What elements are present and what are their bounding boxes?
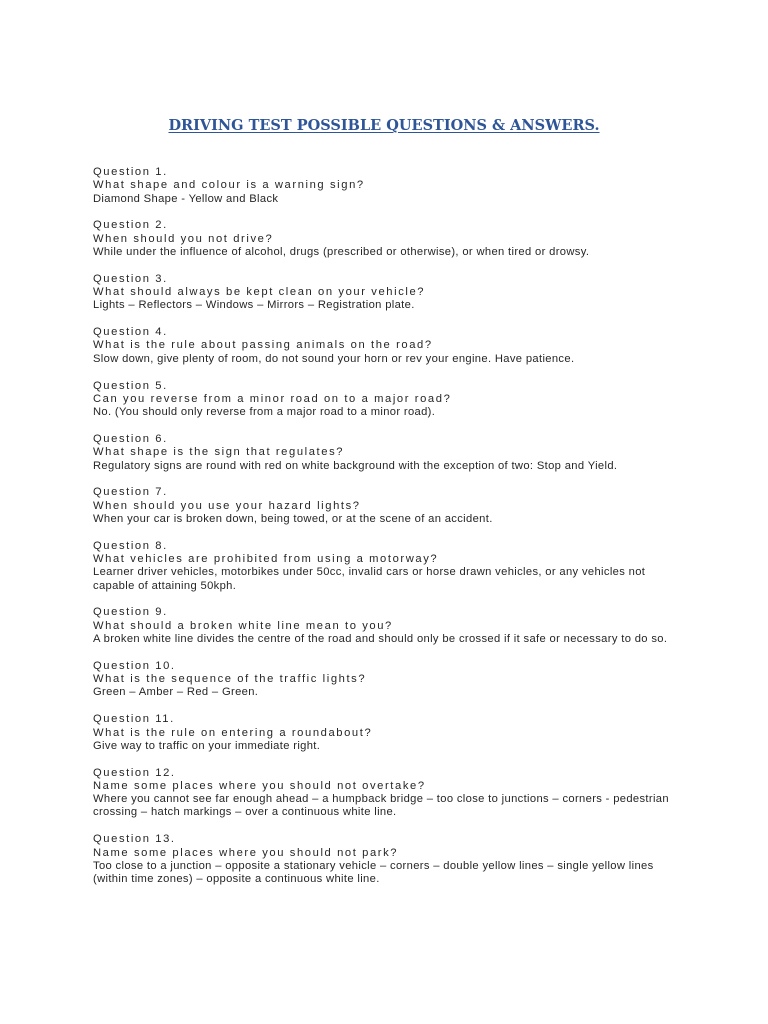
answer-text: Give way to traffic on your immediate right. bbox=[93, 739, 321, 752]
question-number: Question 8. bbox=[93, 539, 168, 552]
question-text: What is the rule about passing animals on the road? bbox=[93, 339, 433, 352]
question-block-7 bbox=[93, 486, 673, 526]
answer-text: No. (You should only reverse from a major road to a minor road). bbox=[93, 406, 436, 419]
question-block-6 bbox=[93, 433, 673, 473]
question-text: What should a broken white line mean to you? bbox=[93, 619, 393, 632]
answer-text: While under the influence of alcohol, drugs (prescribed or otherwise), or when tired or drowsy. bbox=[93, 245, 590, 258]
question-number: Question 10. bbox=[93, 659, 176, 672]
question-number: Question 1. bbox=[93, 166, 168, 178]
question-block-13 bbox=[93, 833, 673, 886]
question-text: Name some places where you should not park? bbox=[93, 846, 399, 859]
question-block-1 bbox=[93, 166, 673, 206]
question-block-2 bbox=[93, 219, 673, 259]
question-text: What shape is the sign that regulates? bbox=[93, 446, 345, 459]
question-number: Question 2. bbox=[93, 219, 168, 232]
question-text: Can you reverse from a minor road on to a major road? bbox=[93, 392, 452, 405]
question-text: When should you use your hazard lights? bbox=[93, 499, 361, 512]
answer-text: Learner driver vehicles, motorbikes under 50cc, invalid cars or horse drawn vehicles, or any vehicles not capable of attaining 50kph. bbox=[93, 566, 646, 592]
answer-text: Slow down, give plenty of room, do not sound your horn or rev your engine. Have patience. bbox=[93, 352, 575, 365]
question-number: Question 6. bbox=[93, 432, 168, 445]
question-block-4 bbox=[93, 326, 673, 366]
question-number: Question 5. bbox=[93, 379, 168, 392]
answer-text: Where you cannot see far enough ahead – a humpback bridge – too close to junctions – corners - pedestrian crossing – hatch markings – over a continuous white line. bbox=[93, 793, 669, 819]
answer-text: Too close to a junction – opposite a stationary vehicle – corners – double yellow lines – single yellow lines (within time zones) – opposite a continuous white line. bbox=[93, 859, 654, 886]
question-number: Question 11. bbox=[93, 713, 175, 726]
question-block-5 bbox=[93, 380, 673, 420]
question-number: Question 12. bbox=[93, 766, 176, 779]
question-text: What shape and colour is a warning sign? bbox=[93, 179, 365, 192]
question-block-9 bbox=[93, 606, 673, 646]
answer-text: When your car is broken down, being towed, or at the scene of an accident. bbox=[93, 512, 493, 525]
question-text: What vehicles are prohibited from using a motorway? bbox=[93, 553, 439, 566]
question-block-11 bbox=[93, 713, 673, 753]
answer-text: Regulatory signs are round with red on white background with the exception of two: Stop and Yield. bbox=[93, 459, 618, 472]
question-text: When should you not drive? bbox=[93, 232, 274, 245]
question-block-8 bbox=[93, 540, 673, 593]
question-block-3 bbox=[93, 273, 673, 313]
document-title: DRIVING TEST POSSIBLE QUESTIONS & ANSWERS. bbox=[168, 117, 600, 134]
question-text: What is the rule on entering a roundabout? bbox=[93, 726, 373, 739]
answer-text: Diamond Shape - Yellow and Black bbox=[93, 192, 279, 205]
answer-text: Lights – Reflectors – Windows – Mirrors – Registration plate. bbox=[93, 299, 415, 312]
question-number: Question 4. bbox=[93, 326, 168, 339]
answer-text: A broken white line divides the centre of the road and should only be crossed if it safe or necessary to do so. bbox=[93, 633, 668, 646]
question-list bbox=[93, 166, 673, 900]
question-text: What should always be kept clean on your vehicle? bbox=[93, 286, 426, 299]
question-text: Name some places where you should not overtake? bbox=[93, 779, 426, 792]
answer-text: Green – Amber – Red – Green. bbox=[93, 686, 259, 699]
question-number: Question 7. bbox=[93, 486, 168, 499]
question-number: Question 3. bbox=[93, 272, 168, 285]
question-number: Question 9. bbox=[93, 606, 168, 619]
question-text: What is the sequence of the traffic lights? bbox=[93, 673, 367, 686]
question-block-12 bbox=[93, 767, 673, 820]
question-block-10 bbox=[93, 660, 673, 700]
question-number: Question 13. bbox=[93, 833, 176, 846]
